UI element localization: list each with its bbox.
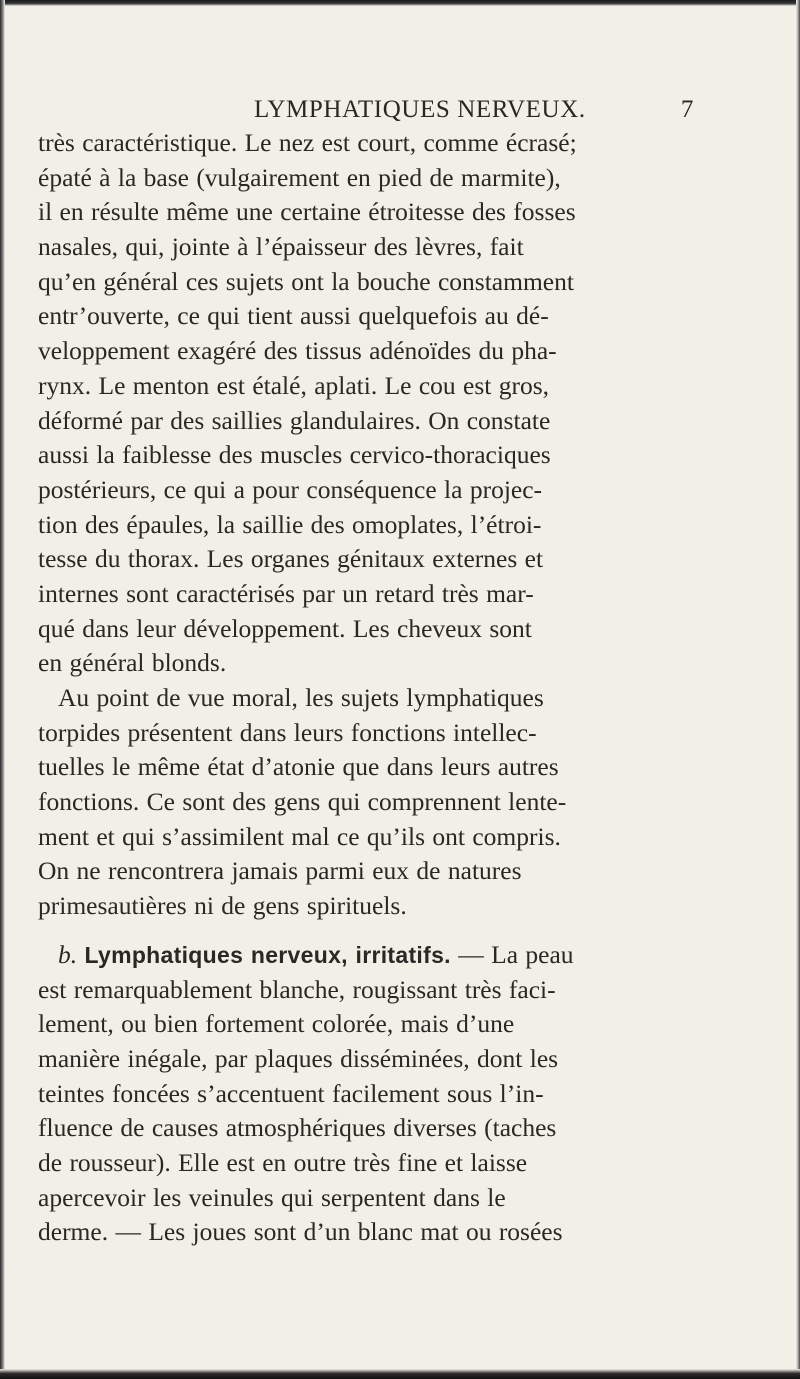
- body-line: aussi la faiblesse des muscles cervico-thoraciques: [38, 440, 551, 470]
- body-line: tesse du thorax. Les organes génitaux externes et: [38, 544, 544, 574]
- body-line: veloppement exagéré des tissus adénoïdes du pha-: [38, 336, 557, 366]
- body-line: fluence de causes atmosphériques diverses (taches: [38, 1113, 557, 1143]
- body-line: derme. — Les joues sont d’un blanc mat ou rosées: [38, 1217, 563, 1247]
- body-line: de rousseur). Elle est en outre très fine et laisse: [38, 1147, 528, 1177]
- body-line: internes sont caractérisés par un retard très mar-: [38, 578, 534, 608]
- running-head: [254, 92, 694, 128]
- body-line: primesautières ni de gens spirituels.: [38, 891, 407, 921]
- body-line: très caractéristique. Le nez est court, comme écrasé;: [38, 128, 577, 157]
- body-line: torpides présentent dans leurs fonctions intellec-: [38, 717, 537, 747]
- body-line: teintes foncées s’accentuent facilement sous l’in-: [38, 1078, 544, 1108]
- body-line: manière inégale, par plaques disséminées, dont les: [38, 1043, 559, 1073]
- section-label: b.: [58, 939, 78, 969]
- body-line: en général blonds.: [38, 648, 227, 678]
- scan-edge-right: [796, 0, 800, 1379]
- body-line: il en résulte même une certaine étroitesse des fosses: [38, 197, 576, 227]
- body-line: qu’en général ces sujets ont la bouche constamment: [38, 266, 574, 296]
- running-title: LYMPHATIQUES NERVEUX.: [254, 96, 586, 123]
- body-line: déformé par des saillies glandulaires. On constate: [38, 405, 551, 435]
- page-number: 7: [680, 96, 694, 123]
- scan-edge-left: [0, 0, 5, 1379]
- section-heading-line: [38, 938, 724, 973]
- body-line: nasales, qui, jointe à l’épaisseur des lèvres, fait: [38, 232, 524, 262]
- page-body: [38, 126, 724, 1250]
- body-line: postérieurs, ce qui a pour conséquence la projec-: [38, 474, 543, 504]
- body-line: apercevoir les veinules qui serpentent dans le: [38, 1182, 506, 1212]
- body-line: tuelles le même état d’atonie que dans leurs autres: [38, 752, 559, 782]
- body-line: tion des épaules, la saillie des omoplates, l’étroi-: [38, 509, 542, 539]
- body-line: fonctions. Ce sont des gens qui comprennent lente-: [38, 787, 567, 817]
- body-line: rynx. Le menton est étalé, aplati. Le cou est gros,: [38, 370, 550, 400]
- body-line: épaté à la base (vulgairement en pied de marmite),: [38, 162, 561, 192]
- section-heading: Lymphatiques nerveux, irritatifs.: [84, 941, 451, 968]
- body-line: est remarquablement blanche, rougissant très faci-: [38, 974, 556, 1004]
- body-line: qué dans leur développement. Les cheveux sont: [38, 613, 532, 643]
- body-line: lement, ou bien fortement colorée, mais d’une: [38, 1009, 515, 1039]
- paragraph-start-line: Au point de vue moral, les sujets lymphatiques: [58, 683, 544, 712]
- body-line: On ne rencontrera jamais parmi eux de natures: [38, 856, 522, 886]
- body-line: ment et qui s’assimilent mal ce qu’ils ont compris.: [38, 821, 561, 851]
- section-first-line-rest: — La peau: [450, 939, 574, 969]
- scan-edge-bottom: [0, 1369, 800, 1379]
- body-line: entr’ouverte, ce qui tient aussi quelquefois au dé-: [38, 301, 549, 331]
- scan-edge-top: [0, 0, 800, 6]
